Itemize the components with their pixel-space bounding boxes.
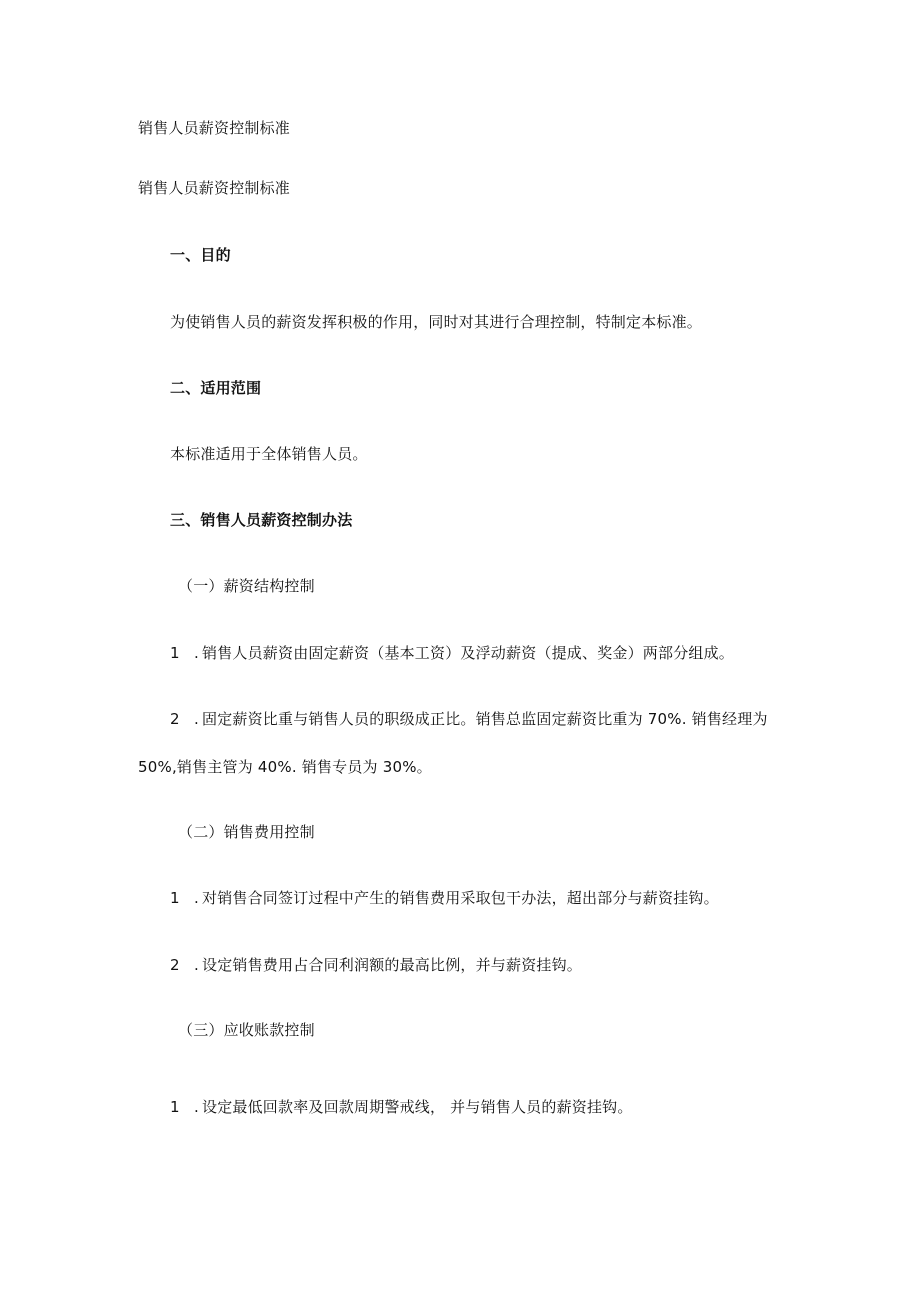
section-methods-heading: 三、销售人员薪资控制办法 [170, 511, 353, 529]
sales-expense-item-2 [170, 955, 582, 975]
item-dot: . [194, 1098, 199, 1116]
item-text: 固定薪资比重与销售人员的职级成正比。销售总监固定薪资比重为 70%. 销售经理为 [202, 710, 768, 728]
document-title: 销售人员薪资控制标准 [138, 119, 291, 137]
item-text: 设定销售费用占合同利润额的最高比例，并与薪资挂钩。 [202, 956, 583, 974]
document-subtitle: 销售人员薪资控制标准 [138, 179, 291, 197]
salary-structure-item-1 [170, 643, 734, 663]
item-number: 1 [170, 1098, 180, 1116]
item-number: 1 [170, 889, 180, 907]
salary-structure-item-2 [170, 709, 768, 729]
item-dot: . [194, 956, 199, 974]
item-text: 对销售合同签订过程中产生的销售费用采取包干办法，超出部分与薪资挂钩。 [202, 889, 719, 907]
item-text: 设定最低回款率及回款周期警戒线， 并与销售人员的薪资挂钩。 [202, 1098, 633, 1116]
salary-structure-item-2-continuation: 50%,销售主管为 40%. 销售专员为 30%。 [138, 758, 432, 776]
subsection-sales-expense-heading: （二）销售费用控制 [178, 823, 315, 841]
section-purpose-text: 为使销售人员的薪资发挥积极的作用，同时对其进行合理控制，特制定本标准。 [170, 313, 703, 331]
item-dot: . [194, 644, 199, 662]
item-number: 2 [170, 956, 180, 974]
subsection-receivables-heading: （三）应收账款控制 [178, 1021, 315, 1039]
section-scope-heading: 二、适用范围 [170, 379, 262, 397]
item-text: 销售人员薪资由固定薪资（基本工资）及浮动薪资（提成、奖金）两部分组成。 [202, 644, 735, 662]
section-purpose-heading: 一、目的 [170, 246, 231, 264]
sales-expense-item-1 [170, 888, 719, 908]
receivables-item-1 [170, 1097, 633, 1117]
item-dot: . [194, 710, 199, 728]
subsection-salary-structure-heading: （一）薪资结构控制 [178, 577, 315, 595]
item-number: 2 [170, 710, 180, 728]
item-number: 1 [170, 644, 180, 662]
section-scope-text: 本标准适用于全体销售人员。 [170, 445, 368, 463]
item-dot: . [194, 889, 199, 907]
